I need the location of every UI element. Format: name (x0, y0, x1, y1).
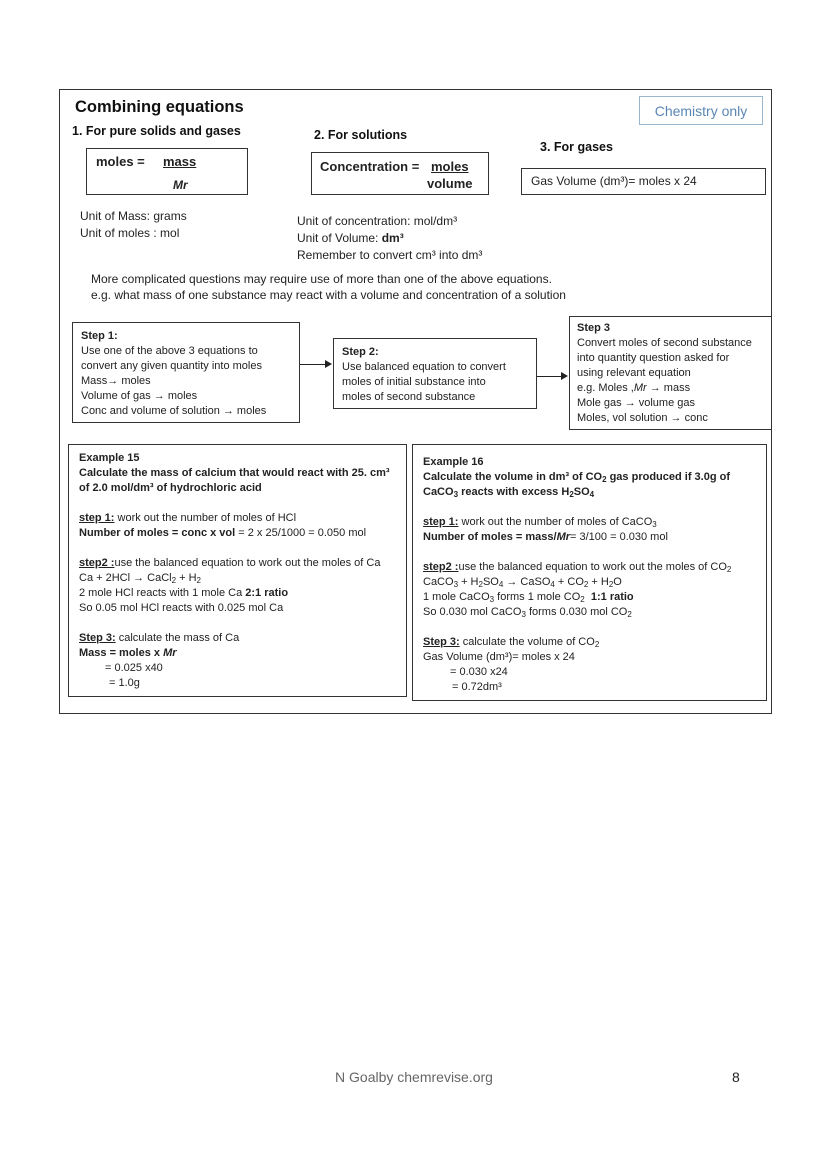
example-15-step2 (79, 556, 380, 571)
formula-mr: Mr (173, 178, 188, 192)
equation-text: SO (482, 576, 499, 588)
unit-volume (297, 230, 404, 247)
step-3-eg-conc: Moles, vol solution → conc (577, 412, 708, 424)
subscript: 3 (521, 610, 526, 619)
equation-text: O (613, 576, 622, 588)
formula-box-gas (521, 168, 766, 195)
formula-box-concentration (311, 152, 489, 195)
example-16-step1-calc (423, 530, 668, 545)
subscript: 2 (726, 565, 732, 574)
question-text: reacts with excess H (458, 486, 570, 498)
step-3-box (569, 316, 772, 430)
step-3-line: into quantity question asked for (577, 352, 730, 364)
arrow-step2-to-step3 (537, 376, 562, 377)
unit-volume-label: Unit of Volume: (297, 231, 382, 245)
formula-gas-volume: Gas Volume (dm³)= moles x 24 (531, 174, 697, 188)
unit-moles: Unit of moles : mol (80, 226, 180, 240)
section-2-heading: 2. For solutions (314, 128, 408, 142)
subscript: 2 (608, 580, 614, 589)
arrow-head-icon (325, 360, 332, 368)
footer-credit: N Goalby chemrevise.org (335, 1069, 493, 1085)
so-text: forms 0.030 mol CO (525, 606, 628, 618)
formula-concentration-lhs: Concentration = (320, 159, 420, 174)
note-line-1: More complicated questions may require use of more than one of the above equations. (91, 272, 552, 286)
step-3-line: using relevant equation (577, 367, 691, 379)
step-3-eg-text: e.g. Moles , (577, 382, 634, 394)
formula-volume-den: volume (427, 176, 473, 191)
formula-moles-lhs: moles = (96, 154, 145, 169)
example-15-ratio (79, 586, 288, 601)
subscript: 2 (583, 580, 589, 589)
step-1-line: Conc and volume of solution → moles (81, 405, 267, 417)
example-15-step1-calc (79, 526, 366, 541)
section-1-heading: 1. For pure solids and gases (72, 124, 241, 138)
step-text: use the balanced equation to work out the moles of CO (458, 561, 727, 573)
step-2-box (333, 338, 537, 409)
example-16-result: = 0.72dm³ (452, 681, 502, 693)
equation-text: + H (458, 576, 479, 588)
step-label: step2 : (79, 557, 115, 569)
example-15-calc: = 0.025 x40 (105, 662, 163, 674)
formula-mr: Mr (163, 647, 177, 659)
arrow-step1-to-step2 (300, 364, 326, 365)
step-3-eg-text: → mass (646, 382, 691, 394)
calc-label: Number of moles = mass/ (423, 531, 557, 543)
subscript: 4 (498, 580, 504, 589)
question-text: Calculate the volume in dm³ of CO (423, 471, 603, 483)
equation-text: + H (176, 572, 197, 584)
formula-text: Mass = moles x (79, 647, 164, 659)
step-3-title: Step 3 (577, 322, 611, 334)
subscript: 3 (453, 580, 459, 589)
question-text: gas produced if 3.0g of (606, 471, 730, 483)
calc-value: = 3/100 = 0.030 mol (570, 531, 668, 543)
page-title: Combining equations (75, 98, 244, 116)
step-label: step 1: (423, 516, 459, 528)
example-15-title: Example 15 (79, 452, 140, 464)
subscript: 4 (589, 490, 595, 499)
subscript: 2 (478, 580, 483, 589)
ratio-text: 1 mole CaCO (423, 591, 490, 603)
step-1-box (72, 322, 300, 423)
subscript: 2 (569, 490, 574, 499)
step-3-line: Convert moles of second substance (577, 337, 752, 349)
step-label: step2 : (423, 561, 459, 573)
ratio-value: 1:1 ratio (590, 591, 634, 603)
example-15-result: = 1.0g (109, 677, 140, 689)
step-3-eg-gas: Mole gas → volume gas (577, 397, 695, 409)
step-2-line: moles of second substance (342, 391, 476, 403)
note-line-2: e.g. what mass of one substance may react with a volume and concentration of a solution (91, 288, 566, 302)
remember-note: Remember to convert cm³ into dm³ (297, 248, 483, 262)
step-label: Step 3: (79, 632, 116, 644)
subscript: 3 (652, 520, 657, 529)
subscript: 3 (489, 595, 495, 604)
example-16-box (412, 444, 767, 701)
ratio-text: 2 mole HCl reacts with 1 mole Ca (79, 587, 246, 599)
subscript: 2 (594, 640, 600, 649)
example-16-so (423, 605, 632, 622)
subscript: 4 (550, 580, 555, 589)
step-3-eg-mr: Mr (633, 382, 647, 394)
calc-mr: Mr (556, 531, 571, 543)
example-15-mass-formula (79, 646, 177, 661)
example-15-step1 (79, 511, 296, 526)
step-text: work out the number of moles of HCl (114, 512, 297, 524)
example-15-question: Calculate the mass of calcium that would react with 25. cm³ (79, 467, 390, 479)
step-text: calculate the mass of Ca (115, 632, 240, 644)
step-1-title: Step 1: (81, 330, 118, 342)
unit-volume-value: dm³ (381, 231, 404, 245)
subscript: 3 (453, 490, 459, 499)
step-1-line: Mass→ moles (81, 375, 151, 387)
section-3-heading: 3. For gases (540, 140, 613, 154)
example-15-question: of 2.0 mol/dm³ of hydrochloric acid (79, 482, 262, 494)
subscript: 2 (171, 576, 177, 585)
equation-text: → CaSO (503, 576, 551, 588)
step-text: use the balanced equation to work out the moles of Ca (114, 557, 381, 569)
calc-label: Number of moles = conc x vol (79, 527, 236, 539)
step-text: work out the number of moles of CaCO (458, 516, 653, 528)
equation-text: CaCO (423, 576, 454, 588)
step-2-line: Use balanced equation to convert (342, 361, 506, 373)
step-label: Step 3: (423, 636, 460, 648)
step-3-eg-mass (577, 381, 690, 396)
arrow-head-icon (561, 372, 568, 380)
unit-mass: Unit of Mass: grams (80, 209, 187, 223)
chemistry-only-badge: Chemistry only (639, 96, 763, 125)
formula-box-moles (86, 148, 248, 195)
example-16-title: Example 16 (423, 456, 484, 468)
subscript: 2 (627, 610, 632, 619)
subscript: 2 (196, 576, 201, 585)
step-label: step 1: (79, 512, 115, 524)
example-15-so: So 0.05 mol HCl reacts with 0.025 mol Ca (79, 602, 284, 614)
subscript: 2 (602, 475, 607, 484)
so-text: So 0.030 mol CaCO (423, 606, 522, 618)
equation-text: + CO (554, 576, 584, 588)
ratio-value: 2:1 ratio (245, 587, 289, 599)
subscript: 2 (580, 595, 585, 604)
example-16-calc: = 0.030 x24 (450, 666, 508, 678)
example-15-box (68, 444, 407, 697)
unit-concentration: Unit of concentration: mol/dm³ (297, 214, 458, 228)
step-1-line: Use one of the above 3 equations to (81, 345, 258, 357)
example-16-question (423, 485, 594, 502)
step-1-line: convert any given quantity into moles (81, 360, 262, 372)
page-number: 8 (732, 1069, 740, 1085)
question-text: SO (573, 486, 590, 498)
question-text: CaCO (423, 486, 454, 498)
step-2-line: moles of initial substance into (342, 376, 486, 388)
equation-text: Ca + 2HCl → CaCl (79, 572, 172, 584)
ratio-text: forms 1 mole CO (494, 591, 581, 603)
formula-mass: mass (163, 154, 197, 169)
step-2-title: Step 2: (342, 346, 379, 358)
example-16-gas-formula: Gas Volume (dm³)= moles x 24 (423, 651, 575, 663)
formula-moles-num: moles (431, 159, 469, 174)
step-1-line: Volume of gas → moles (81, 390, 198, 402)
calc-value: = 2 x 25/1000 = 0.050 mol (235, 527, 367, 539)
example-15-step3 (79, 631, 239, 646)
equation-text: + H (588, 576, 609, 588)
step-text: calculate the volume of CO (459, 636, 595, 648)
